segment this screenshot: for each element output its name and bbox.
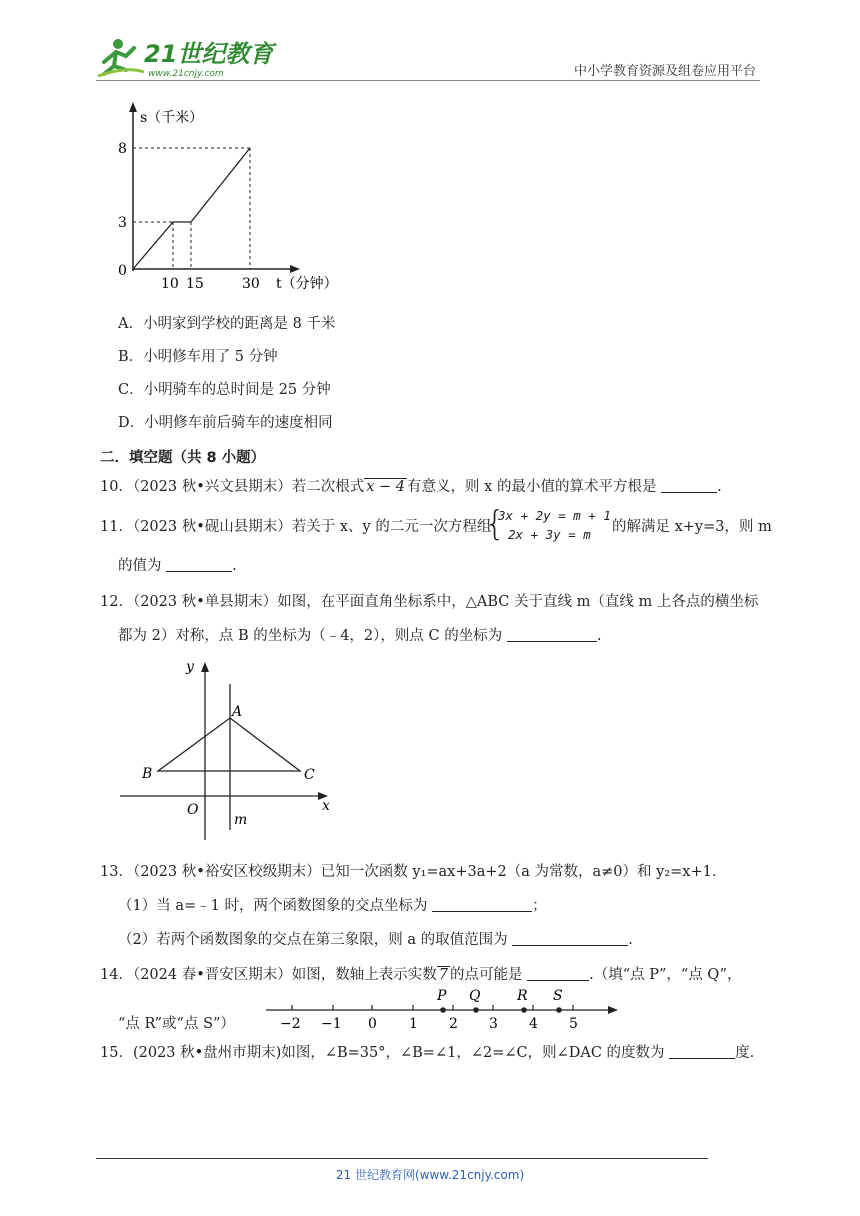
triangle-graph: [110, 654, 340, 853]
question-12: 12．（2023 秋•单县期末）如图，在平面直角坐标系中，△ABC 关于直线 m（直线 m 上各点的横坐标: [100, 594, 759, 610]
option-d: D．小明修车前后骑车的速度相同: [118, 415, 333, 431]
question-13: 13．（2023 秋•裕安区校级期末）已知一次函数 y₁=ax+3a+2（a 为常数，a≠0）和 y₂=x+1．: [100, 864, 727, 880]
x-tick-15: 15: [186, 276, 204, 292]
tick-label: 5: [569, 1016, 578, 1032]
sqrt-expression: x − 4: [366, 479, 406, 495]
number-line: [262, 984, 624, 1038]
point-p-label: P: [437, 988, 447, 1004]
point-r: [521, 1007, 527, 1013]
point-s: [556, 1007, 562, 1013]
x-tick-10: 10: [161, 276, 179, 292]
answer-blank: [661, 478, 717, 493]
header-divider: [96, 80, 760, 81]
tick-label: 0: [368, 1016, 377, 1032]
tick-label: 1: [409, 1016, 418, 1032]
y-tick-3: 3: [118, 215, 127, 231]
x-axis-label: x: [322, 798, 330, 814]
option-b: B．小明修车用了 5 分钟: [118, 349, 278, 365]
tick-label: −2: [280, 1016, 301, 1032]
answer-blank: [512, 931, 628, 946]
sqrt-expression: 7: [438, 967, 448, 983]
tick-label: 2: [449, 1016, 458, 1032]
vertex-a-label: A: [232, 704, 243, 720]
answer-blank: [432, 897, 532, 912]
question-14: 14．（2024 春•晋安区期末）如图，数轴上表示实数 7 的点可能是 .（填“点 P”，“点 Q”，: [100, 967, 742, 983]
y-axis-label: y: [186, 659, 194, 675]
y-axis-label: s（千米）: [140, 110, 204, 126]
y-tick-0: 0: [118, 263, 127, 279]
x-tick-30: 30: [242, 276, 260, 292]
question-10: 10．（2023 秋•兴文县期末）若二次根式 x − 4 有意义，则 x 的最小值的算术平方根是 .: [100, 479, 722, 495]
distance-time-graph: [112, 100, 338, 304]
option-c: C．小明骑车的总时间是 25 分钟: [118, 382, 331, 398]
answer-blank: [527, 966, 589, 981]
point-q: [473, 1007, 479, 1013]
logo-url: www.21cnjy.com: [148, 69, 224, 79]
question-15: 15．(2023 秋•盘州市期末)如图，∠B=35°，∠B=∠1，∠2=∠C，则∠DAC 的度数为 度.: [100, 1045, 755, 1061]
question-11: 11．（2023 秋•砚山县期末）若关于 x、y 的二元一次方程组: [100, 519, 492, 535]
tick-label: 3: [489, 1016, 498, 1032]
option-a: A．小明家到学校的距离是 8 千米: [118, 316, 336, 332]
tick-label: −1: [321, 1016, 342, 1032]
point-s-label: S: [553, 988, 563, 1004]
point-r-label: R: [517, 988, 528, 1004]
site-logo: [96, 36, 274, 82]
x-axis-label: t（分钟）: [276, 276, 338, 292]
logo-text: 21世纪教育: [144, 40, 274, 68]
vertex-b-label: B: [142, 766, 153, 782]
footer-divider: [96, 1158, 708, 1159]
line-m-label: m: [234, 812, 248, 828]
runner-icon: [98, 39, 144, 76]
vertex-c-label: C: [304, 767, 315, 783]
y-tick-8: 8: [118, 141, 127, 157]
answer-blank: [507, 627, 597, 642]
point-p: [440, 1007, 446, 1013]
answer-blank: [166, 557, 232, 572]
section-title: 二．填空题（共 8 小题）: [100, 450, 266, 466]
answer-blank: [669, 1044, 735, 1059]
platform-name: 中小学教育资源及组卷应用平台: [573, 64, 756, 79]
footer-link[interactable]: 21 世纪教育网(www.21cnjy.com): [335, 1168, 525, 1182]
point-q-label: Q: [469, 988, 481, 1004]
origin-label: O: [187, 802, 199, 818]
tick-label: 4: [529, 1016, 538, 1032]
